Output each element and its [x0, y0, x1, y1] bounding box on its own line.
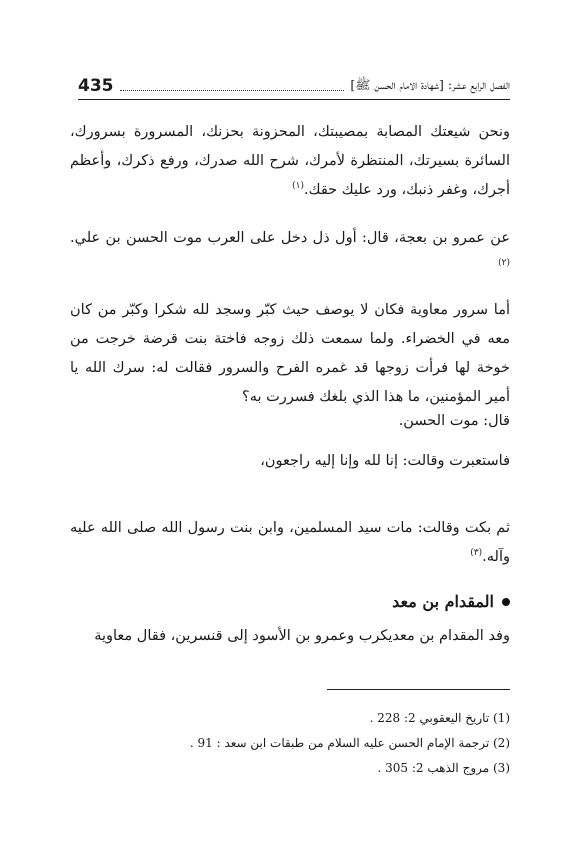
- section-heading: [70, 592, 510, 611]
- paragraph-2: [70, 224, 510, 282]
- paragraph-6-text: ثم بكت وقالت: مات سيد المسلمين، وابن بنت رسول الله صلى الله عليه وآله.: [70, 520, 510, 565]
- paragraph-3: أما سرور معاوية فكان لا يوصف حيث كبّر وسجد لله شكرا وكبّر من كان معه في الخضراء. ولما سمعت ذلك زوجه فاختة بنت قرضة خرجت من خوخة لها فرأت زوجها قد غمره الفرح والسرور فقالت له: سرك الله يا أمير المؤمنين، ما هذا الذي بلغك فسررت به؟: [70, 302, 510, 405]
- paragraph-7: وفد المقدام بن معديكرب وعمرو بن الأسود إلى قنسرين، فقال معاوية: [94, 628, 510, 644]
- paragraph-1: [70, 118, 510, 205]
- paragraph-1-text: ونحن شيعتك المصابة بمصيبتك، المحزونة بحزنك، المسرورة بسرورك، السائرة بسيرتك، المنتظرة لأمرك، شرح الله صدرك، ورفع ذكرك، وأعظم أجرك، وغفر ذنبك، ورد عليك حقك.: [70, 124, 510, 198]
- paragraph-6: [70, 514, 510, 572]
- running-title: الفصل الرابع عشر: [شهادة الامام الحسن ﷺ]: [350, 77, 510, 92]
- paragraph-2-text: عن عمرو بن بعجة، قال: أول ذل دخل على العرب موت الحسن بن علي.: [70, 230, 510, 246]
- footnote-2: (2) ترجمة الإمام الحسن عليه السلام من طبقات ابن سعد : 91 .: [189, 736, 510, 750]
- footnote-ref-3: (٣): [470, 548, 483, 559]
- page-number: 435: [78, 76, 114, 96]
- paragraph-4: قال: موت الحسن.: [398, 413, 510, 429]
- footnote-ref-1: (١): [292, 181, 304, 192]
- footnote-ref-2: (٢): [498, 258, 510, 269]
- header-leader-dots: [120, 90, 345, 91]
- footnote-3: (3) مروج الذهب 2: 305 .: [377, 761, 510, 775]
- header-rule: [78, 99, 510, 100]
- footnotes: [70, 706, 510, 781]
- bullet-icon: [502, 598, 510, 606]
- paragraph-5: فاستعبرت وقالت: إنا لله وإنا إليه راجعون،: [260, 453, 510, 469]
- running-header: [78, 72, 510, 96]
- footnote-1: (1) تاريخ اليعقوبي 2: 228 .: [369, 711, 510, 725]
- section-heading-text: المقدام بن معد: [392, 592, 494, 611]
- footnote-rule: [327, 689, 510, 690]
